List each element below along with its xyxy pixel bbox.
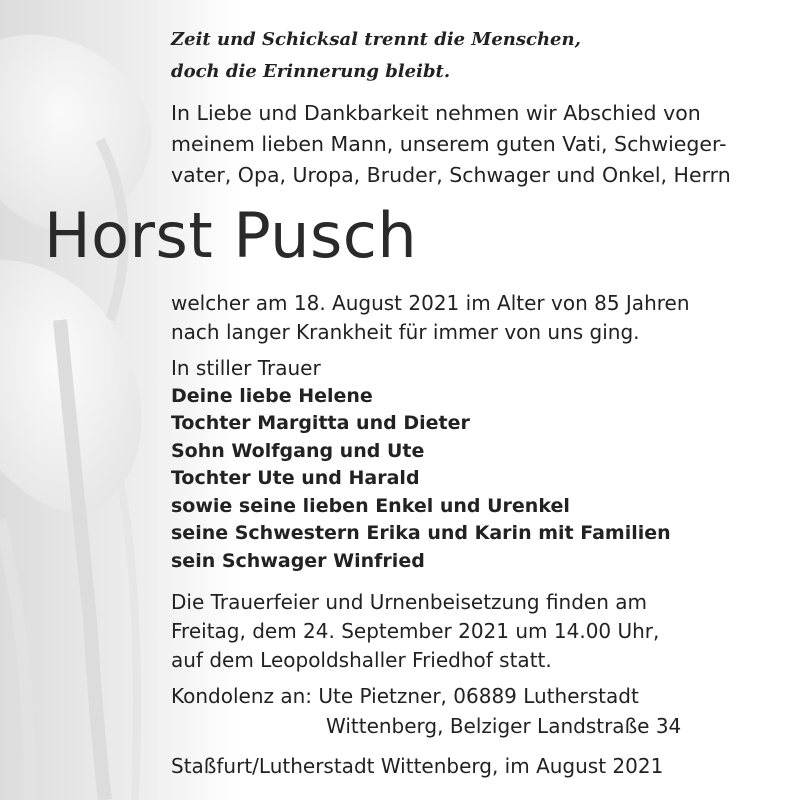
funeral-service-info [171,588,659,675]
intro-line: meinem lieben Mann, unserem guten Vati, Schwieger- [171,132,727,156]
death-line: nach langer Krankheit für immer von uns ging. [171,320,640,344]
mourner-name: Tochter Margitta und Dieter [171,412,470,434]
mourners-list [171,355,671,575]
service-line: Freitag, dem 24. September 2021 um 14.00 Uhr, [171,619,660,643]
condolence-line: Wittenberg, Belziger Landstraße 34 [326,714,682,738]
service-line: Die Trauerfeier und Urnenbeisetzung finden am [171,590,648,614]
quote-line: doch die Erinnerung bleibt. [171,61,451,82]
mourner-name: seine Schwestern Erika und Karin mit Familien [171,522,671,544]
mourner-name: Tochter Ute und Harald [171,467,420,489]
mourner-name: Sohn Wolfgang und Ute [171,439,425,462]
memorial-quote [171,24,581,88]
mourner-name: sowie seine lieben Enkel und Urenkel [171,494,570,517]
quote-line: Zeit und Schicksal trennt die Menschen, [171,29,581,50]
mourner-name: Deine liebe Helene [171,384,373,407]
intro-line: vater, Opa, Uropa, Bruder, Schwager und Onkel, Herrn [171,163,731,187]
mourning-label: In stiller Trauer [171,356,321,380]
death-notice [171,289,690,347]
intro-line: In Liebe und Dankbarkeit nehmen wir Abschied von [171,101,701,125]
death-line: welcher am 18. August 2021 im Alter von 85 Jahren [171,291,690,315]
deceased-name: Horst Pusch [44,199,418,272]
intro-text [171,98,731,191]
condolence-line: Kondolenz an: Ute Pietzner, 06889 Lutherstadt [171,684,639,708]
place-date-footer: Staßfurt/Lutherstadt Wittenberg, im August 2021 [171,754,664,778]
condolence-address [171,681,681,741]
mourner-name: sein Schwager Winfried [171,549,425,572]
service-line: auf dem Leopoldshaller Friedhof statt. [171,648,552,672]
